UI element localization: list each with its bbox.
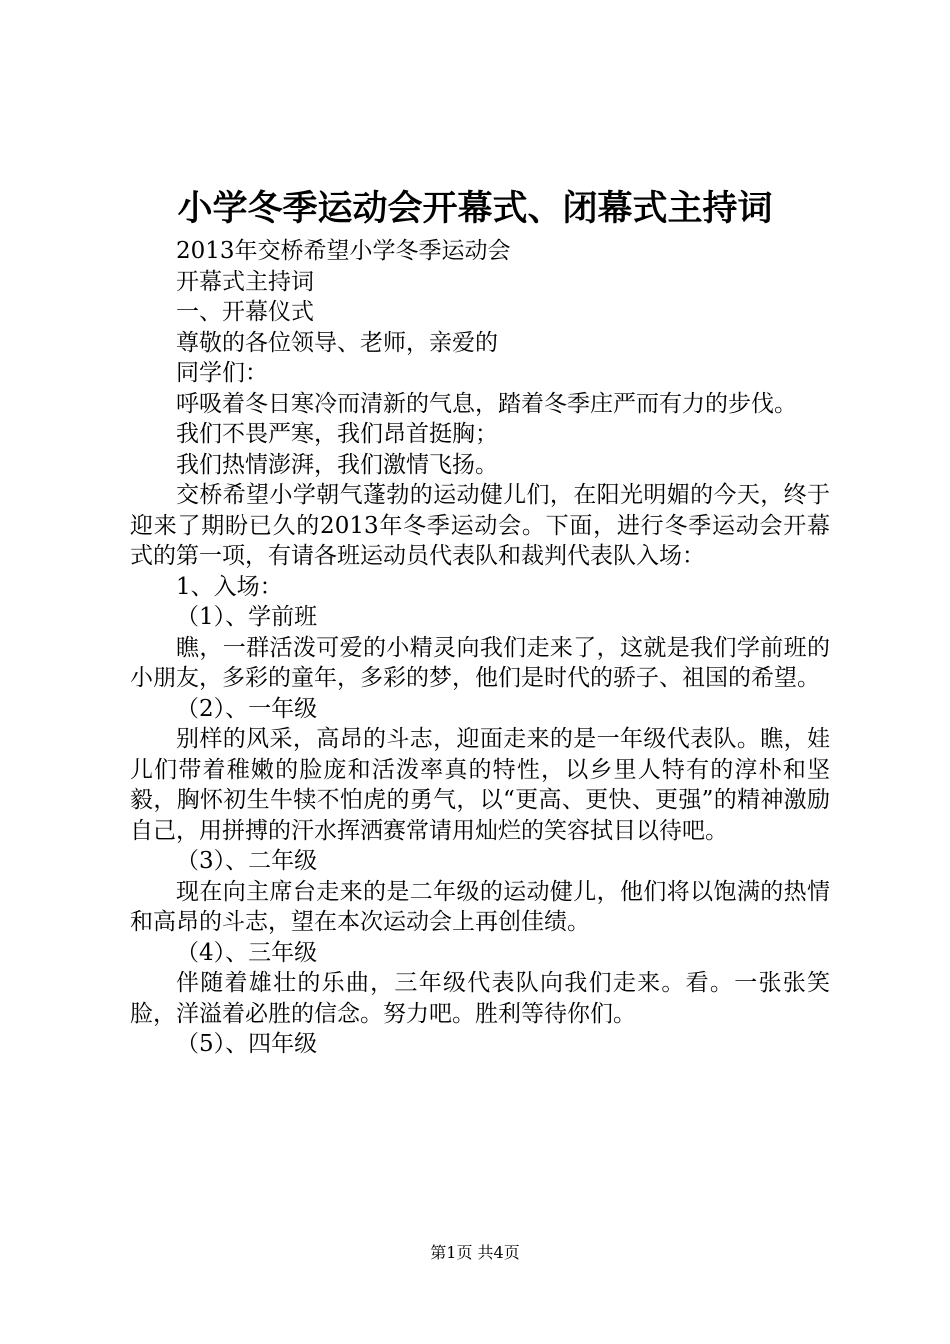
paragraph: 1、入场： <box>176 573 283 600</box>
paragraph: 我们热情澎湃，我们激情飞扬。 <box>176 451 498 478</box>
paragraph: 伴随着雄壮的乐曲，三年级代表队向我们走来。看。一张张笑脸，洋溢着必胜的信念。努力吧。胜利等待你们。 <box>130 970 830 1027</box>
document-title: 小学冬季运动会开幕式、闭幕式主持词 <box>177 188 773 229</box>
paragraph: （1）、学前班 <box>176 604 318 630</box>
document-body <box>130 236 830 1060</box>
paragraph: （3）、二年级 <box>176 848 318 874</box>
page-footer: 第1页 共4页 <box>430 1243 520 1262</box>
paragraph: 我们不畏严寒，我们昂首挺胸； <box>176 421 498 447</box>
paragraph: 尊敬的各位领导、老师，亲爱的 <box>176 329 498 356</box>
paragraph: 别样的风采，高昂的斗志，迎面走来的是一年级代表队。瞧，娃儿们带着稚嫩的脸庞和活泼率真的特性，以乡里人特有的淳朴和坚毅，胸怀初生牛犊不怕虎的勇气，以“更高、更快、更强”的精神激励自己，用拼搏的汗水挥洒赛常请用灿烂的笑容拭目以待吧。 <box>130 726 830 844</box>
paragraph: 2013年交桥希望小学冬季运动会 <box>176 238 511 264</box>
paragraph: （2）、一年级 <box>176 695 318 722</box>
paragraph: 同学们： <box>176 360 268 386</box>
paragraph: 呼吸着冬日寒冷而清新的气息，踏着冬季庄严而有力的步伐。 <box>176 390 797 417</box>
paragraph: 开幕式主持词 <box>176 268 314 295</box>
paragraph: （4）、三年级 <box>176 939 318 966</box>
paragraph: （5）、四年级 <box>176 1031 318 1057</box>
paragraph: 瞧，一群活泼可爱的小精灵向我们走来了，这就是我们学前班的小朋友，多彩的童年，多彩的梦，他们是时代的骄子、祖国的希望。 <box>130 634 830 691</box>
paragraph: 现在向主席台走来的是二年级的运动健儿，他们将以饱满的热情和高昂的斗志，望在本次运动会上再创佳绩。 <box>130 878 830 935</box>
paragraph: 交桥希望小学朝气蓬勃的运动健儿们，在阳光明媚的今天，终于迎来了期盼已久的2013年冬季运动会。下面，进行冬季运动会开幕式的第一项，有请各班运动员代表队和裁判代表队入场： <box>130 482 830 569</box>
paragraph: 一、开幕仪式 <box>176 299 314 325</box>
